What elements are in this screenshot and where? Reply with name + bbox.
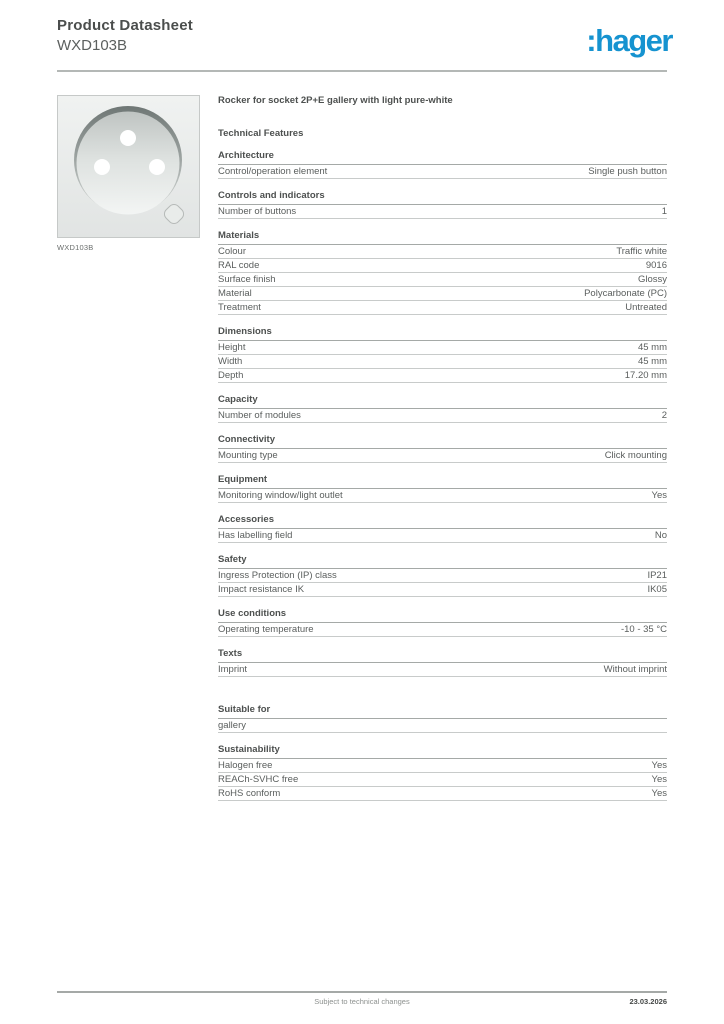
spec-value: Yes — [651, 490, 667, 501]
footer-divider — [57, 991, 667, 993]
spec-label: Depth — [218, 370, 244, 381]
spec-row — [218, 529, 667, 543]
section-heading: Connectivity — [218, 435, 667, 449]
spec-label: Impact resistance IK — [218, 584, 305, 595]
spec-row — [218, 369, 667, 383]
section-heading: Safety — [218, 555, 667, 569]
spec-row — [218, 259, 667, 273]
spec-sections — [218, 151, 667, 801]
socket-cover-illustration — [58, 96, 199, 237]
spec-value: Glossy — [637, 274, 667, 285]
section-heading: Architecture — [218, 151, 667, 165]
header-divider — [57, 70, 667, 72]
footer-note: Subject to technical changes — [314, 997, 410, 1006]
spec-section — [218, 435, 667, 463]
spec-label: Halogen free — [218, 760, 273, 771]
product-image — [57, 95, 200, 238]
section-heading: Sustainability — [218, 745, 667, 759]
spec-value: Yes — [651, 774, 667, 785]
spec-section — [218, 151, 667, 179]
spec-value: 45 mm — [637, 342, 667, 353]
spec-row — [218, 773, 667, 787]
spec-value: Without imprint — [603, 664, 667, 675]
spec-row — [218, 583, 667, 597]
spec-label: Treatment — [218, 302, 261, 313]
spec-label: Has labelling field — [218, 530, 293, 541]
spec-section — [218, 609, 667, 637]
spec-value: 9016 — [645, 260, 667, 271]
spec-value: No — [654, 530, 667, 541]
spec-label: Height — [218, 342, 246, 353]
spec-value: Untreated — [625, 302, 667, 313]
spec-value: Traffic white — [616, 246, 667, 257]
footer-date: 23.03.2026 — [629, 997, 667, 1006]
spec-row — [218, 569, 667, 583]
spec-row — [218, 341, 667, 355]
spec-section — [218, 515, 667, 543]
section-heading: Accessories — [218, 515, 667, 529]
spec-row — [218, 301, 667, 315]
spec-row — [218, 273, 667, 287]
spec-row — [218, 409, 667, 423]
image-caption: WXD103B — [57, 243, 94, 252]
spec-section — [218, 475, 667, 503]
spec-label: Material — [218, 288, 252, 299]
spec-row — [218, 663, 667, 677]
spec-label: Colour — [218, 246, 246, 257]
spec-row — [218, 759, 667, 773]
spec-value: 17.20 mm — [624, 370, 667, 381]
spec-row — [218, 787, 667, 801]
section-heading: Controls and indicators — [218, 191, 667, 205]
section-heading: Texts — [218, 649, 667, 663]
spec-value: 1 — [661, 206, 667, 217]
spec-row — [218, 449, 667, 463]
spec-value: -10 - 35 °C — [620, 624, 667, 635]
spec-label: RAL code — [218, 260, 260, 271]
spec-section — [218, 327, 667, 383]
spec-value: Click mounting — [604, 450, 667, 461]
spec-value: 45 mm — [637, 356, 667, 367]
spec-section — [218, 231, 667, 315]
spec-value: IK05 — [647, 584, 667, 595]
spec-value: IP21 — [647, 570, 667, 581]
section-heading: Capacity — [218, 395, 667, 409]
spec-value: Yes — [651, 788, 667, 799]
section-heading: Materials — [218, 231, 667, 245]
section-heading: Equipment — [218, 475, 667, 489]
light-window — [162, 202, 186, 226]
spec-label: Ingress Protection (IP) class — [218, 570, 337, 581]
product-name: Rocker for socket 2P+E gallery with light pure-white — [218, 95, 453, 106]
spec-section — [218, 191, 667, 219]
spec-label: RoHS conform — [218, 788, 281, 799]
spec-label: Width — [218, 356, 243, 367]
spec-label: gallery — [218, 720, 246, 731]
spec-row — [218, 245, 667, 259]
spec-section — [218, 395, 667, 423]
spec-value: Yes — [651, 760, 667, 771]
spec-label: REACh-SVHC free — [218, 774, 299, 785]
hager-logo: :hager — [586, 23, 672, 58]
spec-label: Operating temperature — [218, 624, 314, 635]
spec-row — [218, 205, 667, 219]
spec-section — [218, 555, 667, 597]
technical-features-heading: Technical Features — [218, 128, 304, 139]
spec-label: Control/operation element — [218, 166, 328, 177]
spec-label: Monitoring window/light outlet — [218, 490, 343, 501]
spec-value: Single push button — [588, 166, 667, 177]
spec-row — [218, 719, 667, 733]
spec-label: Number of modules — [218, 410, 301, 421]
spec-row — [218, 623, 667, 637]
spec-row — [218, 287, 667, 301]
section-heading: Dimensions — [218, 327, 667, 341]
spec-row — [218, 165, 667, 179]
spec-section — [218, 649, 667, 677]
spec-row — [218, 489, 667, 503]
spec-label: Mounting type — [218, 450, 278, 461]
page-title: Product Datasheet — [57, 17, 193, 34]
spec-label: Imprint — [218, 664, 248, 675]
specs-column — [218, 95, 667, 801]
spec-value: Polycarbonate (PC) — [584, 288, 667, 299]
spec-section — [218, 745, 667, 801]
spec-label: Surface finish — [218, 274, 276, 285]
spec-label: Number of buttons — [218, 206, 297, 217]
spec-value: 2 — [661, 410, 667, 421]
product-code: WXD103B — [57, 37, 128, 54]
section-heading: Use conditions — [218, 609, 667, 623]
section-heading: Suitable for — [218, 705, 667, 719]
spec-section — [218, 705, 667, 733]
spec-row — [218, 355, 667, 369]
